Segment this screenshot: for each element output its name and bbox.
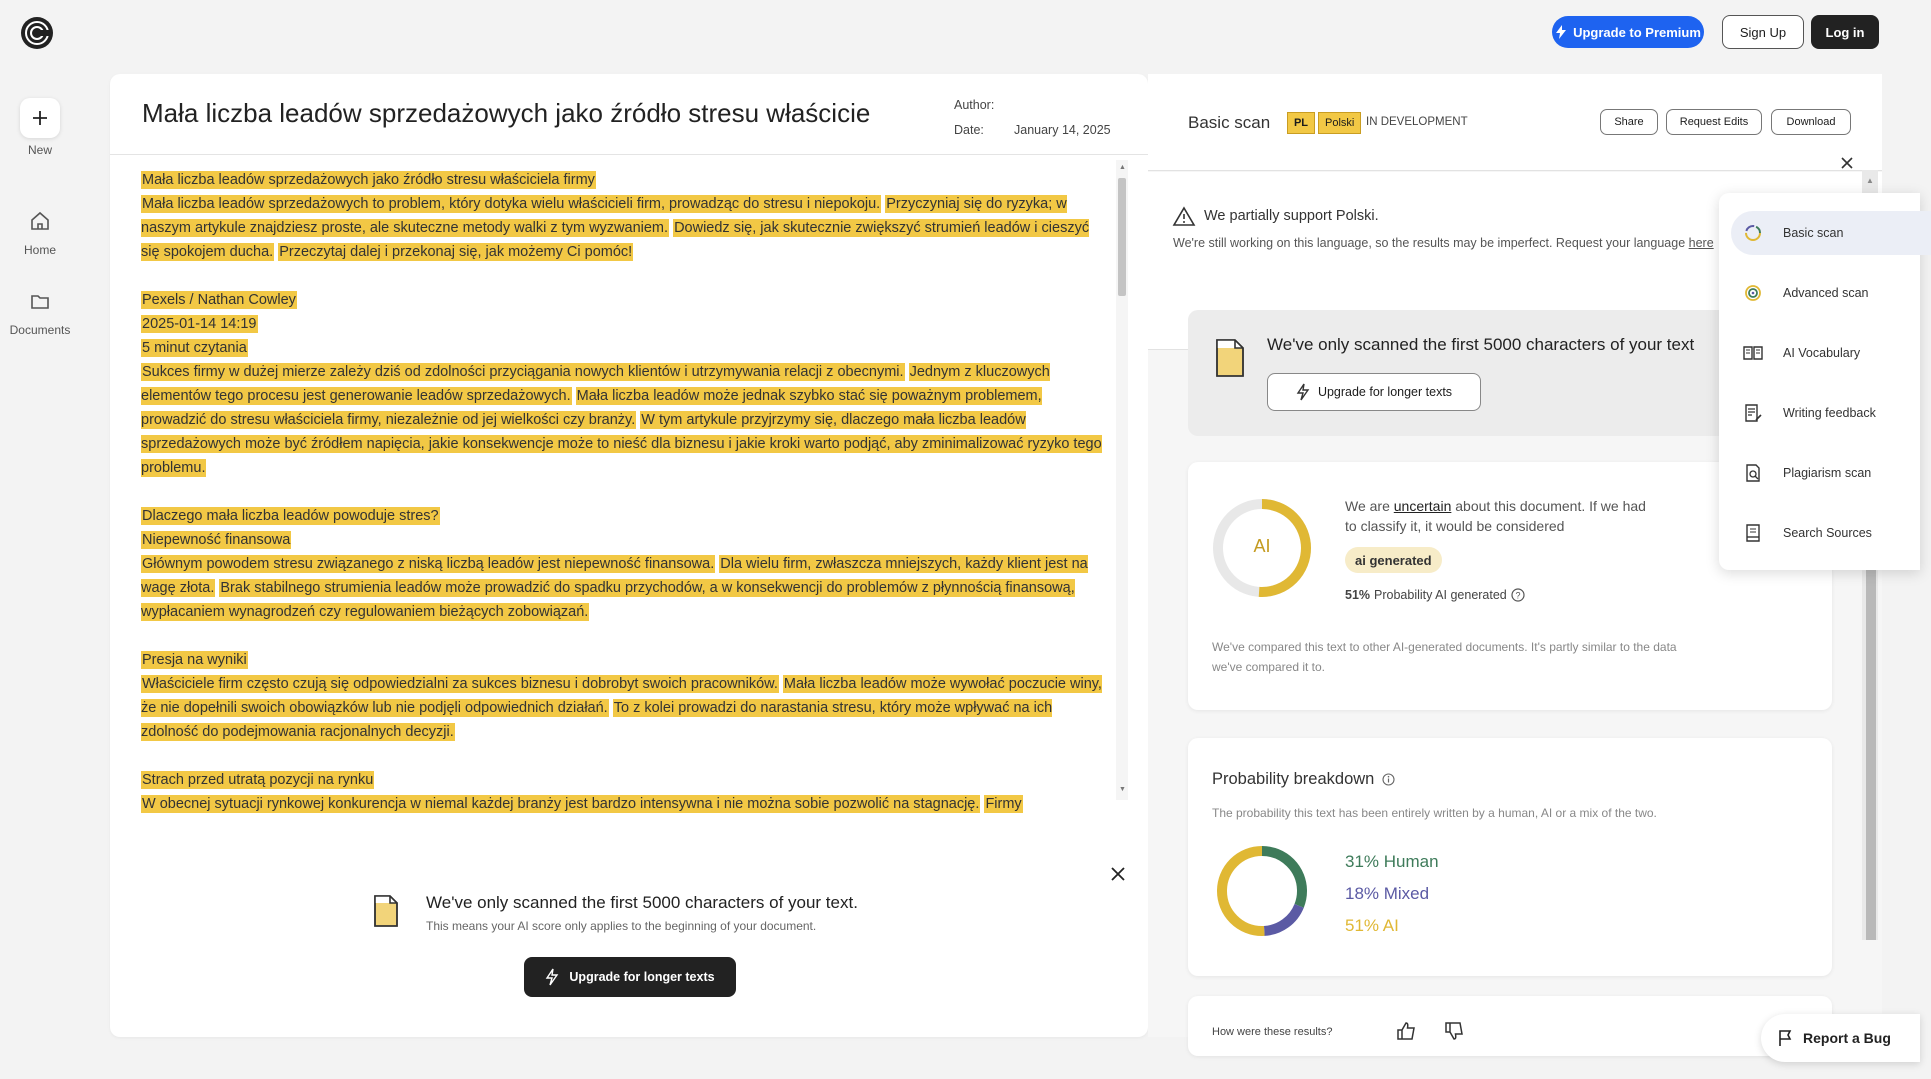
verdict-pre: We are bbox=[1345, 498, 1394, 514]
highlighted-sentence[interactable]: Firmy bbox=[985, 796, 1022, 812]
document-paragraph bbox=[141, 360, 1107, 480]
lightning-icon bbox=[545, 968, 559, 986]
thumbs-up-icon[interactable] bbox=[1396, 1020, 1418, 1042]
highlighted-sentence[interactable]: Presja na wyniki bbox=[142, 652, 247, 668]
breakdown-title-text: Probability breakdown bbox=[1212, 770, 1375, 788]
probability-value: 51% bbox=[1345, 588, 1371, 602]
document-paragraph bbox=[141, 312, 1107, 336]
info-icon[interactable] bbox=[1382, 773, 1395, 786]
language-name-badge: Polski bbox=[1318, 112, 1361, 134]
verdict-badge: ai generated bbox=[1345, 547, 1442, 573]
probability-line bbox=[1345, 588, 1525, 602]
warning-title: We partially support Polski. bbox=[1204, 208, 1379, 224]
document-paragraph bbox=[141, 648, 1107, 672]
request-language-link[interactable]: here bbox=[1688, 236, 1714, 250]
date-value: January 14, 2025 bbox=[1014, 123, 1111, 137]
feedback-label: How were these results? bbox=[1212, 1026, 1333, 1038]
scroll-up-icon[interactable]: ▲ bbox=[1119, 164, 1126, 171]
document-paragraph bbox=[141, 168, 1107, 192]
signup-button[interactable]: Sign Up bbox=[1722, 15, 1804, 49]
flag-icon bbox=[1777, 1029, 1795, 1047]
menu-item-label: Advanced scan bbox=[1783, 286, 1869, 300]
document-title[interactable]: Mała liczba leadów sprzedażowych jako źródło stresu właścicie bbox=[142, 98, 871, 128]
paragraph-gap bbox=[141, 624, 1107, 648]
home-icon[interactable] bbox=[29, 210, 51, 232]
scroll-down-icon[interactable]: ▼ bbox=[1119, 786, 1126, 793]
language-status: IN DEVELOPMENT bbox=[1366, 116, 1468, 128]
comparison-note: We've compared this text to other AI-generated documents. It's partly similar to the data we've compared it to. bbox=[1212, 640, 1677, 674]
warning-subtitle bbox=[1173, 236, 1714, 250]
home-link[interactable]: Home bbox=[23, 243, 56, 257]
menu-item-label: AI Vocabulary bbox=[1783, 346, 1861, 360]
language-code-badge: PL bbox=[1287, 112, 1315, 134]
highlighted-sentence[interactable]: Dowiedz się, jak skutecznie zwiększyć strumień leadów i cieszyć się spokojem ducha. bbox=[141, 220, 1090, 260]
report-bug-label: Report a Bug bbox=[1803, 1030, 1891, 1046]
menu-item-label: Writing feedback bbox=[1783, 406, 1876, 420]
breakdown-legend bbox=[1345, 846, 1439, 942]
request-edits-button[interactable]: Request Edits bbox=[1666, 109, 1762, 135]
document-paragraph bbox=[141, 672, 1107, 744]
folder-icon[interactable] bbox=[29, 290, 51, 312]
breakdown-subtitle: The probability this text has been entirely written by a human, AI or a mix of the two. bbox=[1212, 806, 1657, 820]
document-paragraph bbox=[141, 768, 1107, 792]
upgrade-premium-label: Upgrade to Premium bbox=[1573, 24, 1701, 40]
menu-item-advanced-scan[interactable] bbox=[1731, 271, 1931, 315]
highlighted-sentence[interactable]: Mała liczba leadów może wywołać poczucie winy, że nie dopełnili swoich obowiązków lub nie podjęli odpowiednich działań. bbox=[141, 676, 1102, 716]
help-icon[interactable] bbox=[1511, 588, 1525, 602]
verdict-post: about this document. If we had to classify it, it would be considered bbox=[1345, 498, 1646, 534]
new-label: New bbox=[27, 143, 52, 157]
lightning-icon bbox=[1296, 383, 1310, 401]
report-bug-button[interactable] bbox=[1761, 1014, 1920, 1062]
notice-subtitle: This means your AI score only applies to the beginning of your document. bbox=[426, 919, 817, 933]
scan-header bbox=[1148, 74, 1882, 171]
upgrade-longer-texts-button[interactable] bbox=[524, 957, 736, 997]
share-button[interactable]: Share bbox=[1600, 109, 1658, 135]
scroll-up-icon[interactable]: ▲ bbox=[1866, 176, 1874, 185]
menu-item-search-sources[interactable] bbox=[1731, 511, 1931, 555]
upgrade-longer-texts-label: Upgrade for longer texts bbox=[569, 970, 715, 984]
scan-title: Basic scan bbox=[1188, 113, 1271, 132]
paragraph-gap bbox=[141, 264, 1107, 288]
limit-title: We've only scanned the first 5000 characters of your text bbox=[1267, 335, 1695, 354]
advanced-scan-icon bbox=[1743, 283, 1763, 303]
date-label: Date: bbox=[954, 123, 984, 137]
paragraph-gap bbox=[141, 744, 1107, 768]
document-paragraph bbox=[141, 528, 1107, 552]
highlighted-sentence[interactable]: Dlaczego mała liczba leadów powoduje stres? bbox=[142, 508, 439, 524]
highlighted-sentence[interactable]: Sukces firmy w dużej mierze zależy dziś od zdolności przyciągania nowych klientów i utrzymywania relacji z obecnymi. bbox=[142, 364, 904, 380]
highlighted-sentence[interactable]: Mała liczba leadów sprzedażowych to problem, który dotyka wielu właścicieli firm, prowadząc do stresu i niepokoju. bbox=[142, 196, 881, 212]
document-meta bbox=[954, 93, 1111, 143]
menu-item-writing-feedback[interactable] bbox=[1731, 391, 1931, 435]
probability-label: Probability AI generated bbox=[1374, 588, 1507, 602]
highlighted-sentence[interactable]: Brak stabilnego strumienia leadów może prowadzić do spadku przychodów, a w konsekwencji do problemów z płynnością finansową, wypłacaniem wynagrodzeń czy regulowaniem bieżących zobowiązań. bbox=[141, 580, 1075, 620]
highlighted-sentence[interactable]: Właściciele firm często czują się odpowiedzialni za sukces biznesu i dobrobyt swoich pracowników. bbox=[142, 676, 778, 692]
writing-feedback-icon bbox=[1743, 403, 1763, 423]
upgrade-longer-texts-label: Upgrade for longer texts bbox=[1317, 385, 1453, 399]
highlighted-sentence[interactable]: To z kolei prowadzi do narastania stresu, który może wpływać na ich zdolność do podejmowania racjonalnych decyzji. bbox=[141, 700, 1053, 740]
document-paragraph bbox=[141, 336, 1107, 360]
document-paragraph bbox=[141, 192, 1107, 264]
lightning-icon bbox=[1555, 25, 1567, 39]
thumbs-down-icon[interactable] bbox=[1444, 1020, 1466, 1042]
highlighted-sentence[interactable]: W tym artykule przyjrzymy się, dlaczego mała liczba leadów sprzedażowych może być źródłem napięcia, jakie konsekwencje może to nieść dla biznesu i jakie kroki warto podjąć, aby zminimalizować ryzyko tego problemu. bbox=[141, 412, 1102, 476]
paragraph-gap bbox=[141, 480, 1107, 504]
highlighted-sentence[interactable]: W obecnej sytuacji rynkowej konkurencja w niemal każdej branży jest bardzo intensywna i nie można sobie pozwolić na stagnację. bbox=[142, 796, 980, 812]
highlighted-sentence[interactable]: Mała liczba leadów może jednak szybko stać się poważnym problemem, prowadzić do stresu właściciela firmy, niezależnie od jej wielkości czy branży. bbox=[141, 388, 1042, 428]
breakdown-title bbox=[1212, 770, 1395, 789]
document-paragraph bbox=[141, 552, 1107, 624]
upgrade-longer-texts-button[interactable] bbox=[1267, 373, 1481, 411]
highlighted-sentence[interactable]: Strach przed utratą pozycji na rynku bbox=[142, 772, 374, 788]
notice-title: We've only scanned the first 5000 characters of your text. bbox=[426, 893, 858, 912]
author-label: Author: bbox=[954, 98, 995, 112]
document-paragraph bbox=[141, 288, 1107, 312]
legend-item: 31% Human bbox=[1345, 852, 1439, 871]
highlighted-sentence[interactable]: Przeczytaj dalej i przekonaj się, jak możemy Ci pomóc! bbox=[279, 244, 633, 260]
feedback-card bbox=[1188, 996, 1832, 1056]
warning-icon bbox=[1173, 206, 1195, 226]
highlighted-sentence[interactable]: Jednym z kluczowych elementów tego procesu jest generowanie leadów sprzedażowych. bbox=[141, 364, 1050, 404]
document-text[interactable] bbox=[141, 168, 1107, 812]
highlighted-sentence[interactable]: Dla wielu firm, zwłaszcza mniejszych, każdy klient jest na wagę złota. bbox=[141, 556, 1088, 596]
new-button[interactable] bbox=[20, 98, 60, 138]
highlighted-sentence[interactable]: Głównym powodem stresu związanego z niską liczbą leadów jest niepewność finansowa. bbox=[142, 556, 715, 572]
menu-item-ai-vocabulary[interactable] bbox=[1731, 331, 1931, 375]
divider bbox=[110, 154, 1148, 155]
highlighted-sentence[interactable]: Przyczyniaj się do ryzyka; w naszym artykule znajdziesz proste, ale skuteczne metody walki z tym wyzwaniem. bbox=[141, 196, 1067, 236]
warning-text: We're still working on this language, so the results may be imperfect. Request your language bbox=[1173, 236, 1689, 250]
document-paragraph bbox=[141, 504, 1107, 528]
plus-icon bbox=[31, 109, 49, 127]
svg-text:?: ? bbox=[1515, 590, 1521, 601]
login-button[interactable]: Log in bbox=[1811, 15, 1879, 49]
highlighted-sentence[interactable]: Niepewność finansowa bbox=[142, 532, 291, 548]
close-warning-icon[interactable] bbox=[1838, 154, 1856, 172]
app-logo[interactable] bbox=[20, 16, 54, 50]
plagiarism-icon bbox=[1743, 463, 1763, 483]
scroll-thumb[interactable] bbox=[1118, 178, 1126, 296]
basic-scan-icon bbox=[1743, 223, 1763, 243]
probability-breakdown-card bbox=[1188, 738, 1832, 976]
highlighted-sentence[interactable]: Mała liczba leadów sprzedażowych jako źródło stresu właściciela firmy bbox=[142, 172, 595, 188]
document-paragraph bbox=[141, 792, 1107, 816]
scan-panel-scroll-thumb[interactable] bbox=[1866, 540, 1876, 940]
menu-item-label: Search Sources bbox=[1783, 526, 1872, 540]
highlighted-sentence[interactable]: Pexels / Nathan Cowley bbox=[142, 292, 296, 308]
document-scrollbar[interactable] bbox=[1116, 160, 1128, 800]
breakdown-donut bbox=[1212, 841, 1312, 941]
document-icon bbox=[1215, 338, 1245, 378]
menu-item-plagiarism-scan[interactable] bbox=[1731, 451, 1931, 495]
highlighted-sentence[interactable]: 2025-01-14 14:19 bbox=[142, 316, 257, 332]
menu-item-basic-scan[interactable] bbox=[1731, 211, 1931, 255]
verdict-text bbox=[1345, 496, 1655, 536]
download-button[interactable]: Download bbox=[1771, 109, 1851, 135]
close-icon[interactable] bbox=[1108, 864, 1128, 884]
menu-item-label: Basic scan bbox=[1783, 226, 1844, 240]
documents-link[interactable]: Documents bbox=[9, 323, 71, 337]
ai-ring-label: AI bbox=[1253, 536, 1271, 556]
legend-item: 18% Mixed bbox=[1345, 884, 1430, 903]
document-panel bbox=[110, 74, 1148, 1037]
verdict-word-link[interactable]: uncertain bbox=[1393, 498, 1452, 514]
menu-item-label: Plagiarism scan bbox=[1783, 466, 1872, 480]
highlighted-sentence[interactable]: 5 minut czytania bbox=[142, 340, 247, 356]
scan-type-menu bbox=[1719, 193, 1920, 570]
book-icon bbox=[1743, 343, 1763, 363]
search-sources-icon bbox=[1743, 523, 1763, 543]
document-icon bbox=[373, 894, 399, 928]
upgrade-premium-button[interactable] bbox=[1552, 16, 1704, 48]
legend-item: 51% AI bbox=[1345, 916, 1399, 935]
